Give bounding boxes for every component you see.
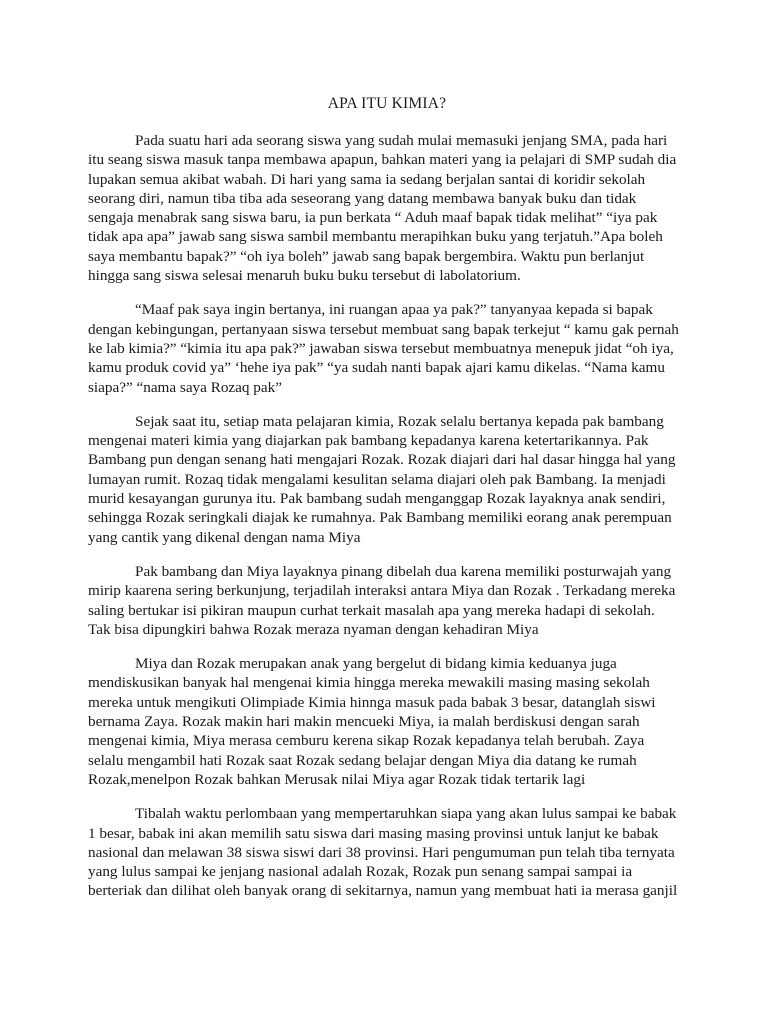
paragraph [88, 654, 686, 789]
paragraph-line: Tibalah waktu perlombaan yang mempertaruhkan siapa yang akan lulus sampai ke babak [135, 805, 677, 823]
paragraph [88, 412, 686, 547]
paragraph-line: lupakan semua akibat wabah. Di hari yang sama ia sedang berjalan santai di koridir sekolah [88, 170, 646, 188]
paragraph-line: murid kesayangan gurunya itu. Pak bambang sudah menganggap Rozak layaknya anak sendiri, [88, 490, 666, 508]
paragraph-line: Pada suatu hari ada seorang siswa yang sudah mulai memasuki jenjang SMA, pada hari [135, 132, 668, 149]
paragraph-line: mengenai materi kimia yang diajarkan pak bambang kepadanya karena ketertarikannya. Pak [88, 432, 649, 450]
paragraph-line: 1 besar, babak ini akan memilih satu siswa dari masing masing provinsi untuk lanjut ke babak [88, 824, 659, 842]
paragraph-line: itu seang siswa masuk tanpa membawa apapun, bahkan materi yang ia pelajari di SMP sudah dia [88, 151, 677, 169]
paragraph-line: yang cantik yang dikenal dengan nama Miya [88, 528, 361, 546]
paragraph-line: Bambang pun dengan senang hati mengajari Rozak. Rozak diajari dari hal dasar hingga hal yang [88, 451, 676, 469]
paragraph-line: kamu produk covid ya” ‘hehe iya pak” “ya sudah nanti bapak ajari kamu dikelas. “Nama kamu [88, 359, 665, 377]
paragraph-line: lumayan rumit. Rozaq tidak mengalami kesulitan selama diajari oleh pak Bambang. Ia menjadi [88, 470, 666, 488]
paragraph [88, 804, 686, 900]
paragraph-line: mereka untuk mengikuti Olimpiade Kimia hinnga masuk pada babak 3 besar, datanglah siswi [88, 693, 656, 711]
paragraph-line: “Maaf pak saya ingin bertanya, ini ruangan apaa ya pak?” tanyanyaa kepada si bapak [135, 301, 653, 319]
paragraph [88, 131, 686, 285]
paragraph-line: nasional dan melawan 38 siswa siswi dari 38 provinsi. Hari pengumuman pun telah tiba ternyata [88, 843, 675, 861]
paragraph-line: hingga sang siswa selesai menaruh buku buku tersebut di labolatorium. [88, 267, 521, 285]
paragraph-line: Miya dan Rozak merupakan anak yang bergelut di bidang kimia keduanya juga [135, 655, 617, 673]
paragraph-line: mengenai kimia, Miya merasa cemburu kerena sikap Rozak kepadanya telah berubah. Zaya [88, 732, 645, 750]
paragraph [88, 562, 686, 639]
paragraph-line: Rozak,menelpon Rozak bahkan Merusak nilai Miya agar Rozak tidak tertarik lagi [88, 770, 586, 788]
paragraph-line: seorang diri, namun tiba tiba ada seseorang yang datang membawa banyak buku dan tidak [88, 189, 637, 207]
paragraph-line: siapa?” “nama saya Rozaq pak” [88, 378, 282, 396]
paragraph-line: sehingga Rozak seringkali diajak ke rumahnya. Pak Bambang memiliki eorang anak perempuan [88, 509, 672, 527]
paragraph-line: dengan kebingungan, pertanyaan siswa tersebut membuat sang bapak terkejut “ kamu gak pernah [88, 320, 679, 338]
paragraph-line: Sejak saat itu, setiap mata pelajaran kimia, Rozak selalu bertanya kepada pak bambang [135, 412, 664, 430]
paragraph-line: saling bertukar isi pikiran maupun curhat terkait masalah apa yang mereka hadapi di sekolah. [88, 601, 655, 619]
paragraph-line: berteriak dan dilihat oleh banyak orang di sekitarnya, namun yang membuat hati ia merasa ganjil [88, 882, 678, 900]
paragraph-line: selalu mengambil hati Rozak saat Rozak sedang belajar dengan Miya dia datang ke rumah [88, 751, 637, 769]
document-body [88, 131, 686, 901]
document-title: APA ITU KIMIA? [327, 95, 447, 112]
paragraph [88, 300, 686, 396]
paragraph-line: Pak bambang dan Miya layaknya pinang dibelah dua karena memiliki posturwajah yang [135, 562, 672, 580]
paragraph-line: sengaja menabrak sang siswa baru, ia pun berkata “ Aduh maaf bapak tidak melihat” “iya pak [88, 209, 658, 227]
paragraph-line: yang lulus sampai ke jenjang nasional adalah Rozak, Rozak pun senang sampai sampai ia [88, 863, 633, 881]
paragraph-line: tidak apa apa” jawab sang siswa sambil membantu merapihkan buku yang terjatuh.”Apa boleh [88, 228, 663, 246]
paragraph-line: ke lab kimia?” “kimia itu apa pak?” jawaban siswa tersebut membuatnya menepuk jidat “oh iya, [88, 339, 674, 357]
paragraph-line: bernama Zaya. Rozak makin hari makin mencueki Miya, ia malah berdiskusi dengan sarah [88, 713, 640, 731]
paragraph-line: mendiskusikan banyak hal mengenai kimia hingga mereka mewakili masing masing sekolah [88, 674, 650, 692]
paragraph-line: mirip kaarena sering berkunjung, terjadilah interaksi antara Miya dan Rozak . Terkadang mereka [88, 582, 676, 600]
paragraph-line: Tak bisa dipungkiri bahwa Rozak meraza nyaman dengan kehadiran Miya [88, 620, 539, 638]
paragraph-line: saya membantu bapak?” “oh iya boleh” jawab sang bapak bergembira. Waktu pun berlanjut [88, 247, 645, 265]
